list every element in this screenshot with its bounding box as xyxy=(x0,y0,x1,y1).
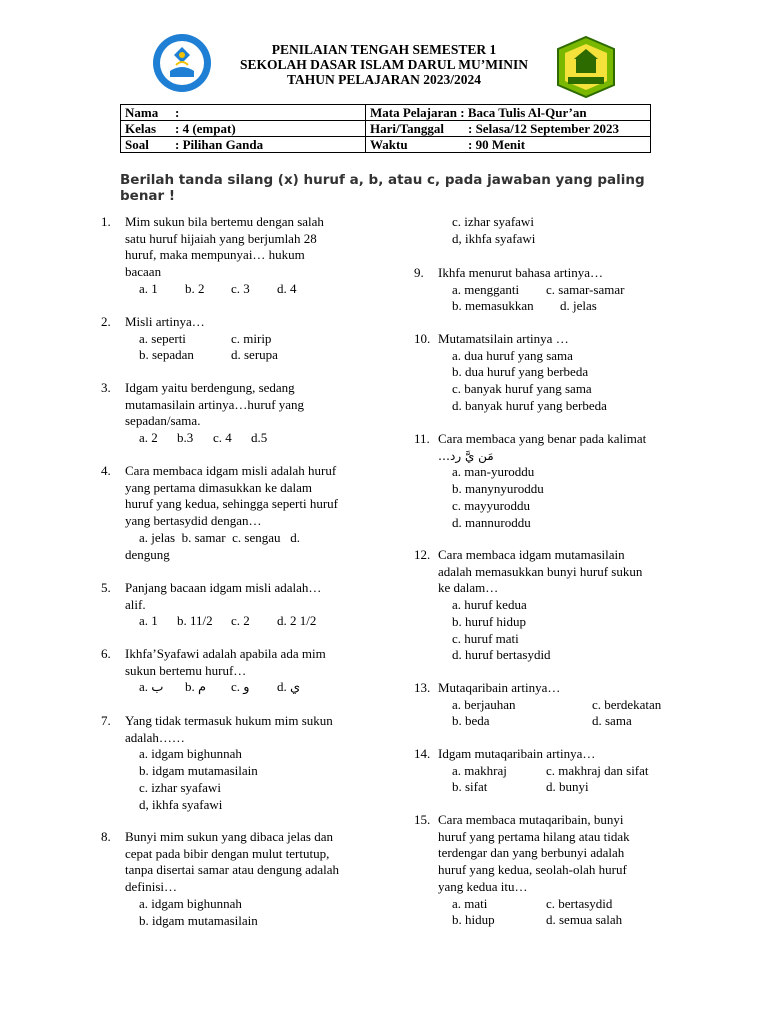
text-line: 5. xyxy=(101,580,111,595)
question-body xyxy=(125,463,338,563)
text-line: d. ي xyxy=(277,679,301,695)
text-line: 4. xyxy=(101,463,111,478)
text-line: Mim sukun bila bertemu dengan salah xyxy=(125,214,324,229)
question-body xyxy=(125,646,326,696)
text-line: d. 2 1/2 xyxy=(277,613,317,629)
question-body xyxy=(125,214,324,298)
text-line: huruf yang kedua, sehingga seperti huruf xyxy=(125,496,338,512)
text-line: b. م xyxy=(185,679,207,695)
text-line: c. makhraj dan sifat xyxy=(546,762,649,778)
text-line: Cara membaca mutaqaribain, bunyi xyxy=(438,812,624,827)
text-line: b. idgam mutamasilain xyxy=(139,763,258,779)
question-body xyxy=(125,829,339,929)
text-line: 15. xyxy=(414,812,431,827)
text-line: cepat pada bibir dengan mulut tertutup, xyxy=(125,845,330,861)
options xyxy=(125,281,324,298)
question-body xyxy=(125,713,333,813)
mapel-cell: Mata Pelajaran : Baca Tulis Al-Qur’an xyxy=(366,105,651,121)
question-body xyxy=(438,547,642,664)
text-line: d.5 xyxy=(251,430,268,446)
kelas-cell xyxy=(121,121,366,137)
text-line: Cara membaca idgam mutamasilain xyxy=(438,547,625,562)
text-line: a. 2 xyxy=(139,430,158,446)
document-header xyxy=(200,42,568,87)
question-body xyxy=(125,380,304,447)
text-line: a. dua huruf yang sama xyxy=(452,347,573,363)
text-line: huruf yang kedua, seolah-olah huruf xyxy=(438,862,627,878)
text-line: a. man-yuroddu xyxy=(452,464,535,480)
text-line: yang pertama dimasukkan ke dalam xyxy=(125,479,312,495)
text-line: : 4 (empat) xyxy=(175,121,236,136)
hari-cell xyxy=(366,121,651,137)
text-line: alif. xyxy=(125,596,146,612)
school-logo xyxy=(552,35,620,99)
text-line: d. banyak huruf yang berbeda xyxy=(452,397,607,413)
question-body xyxy=(438,431,646,531)
header-line-2: SEKOLAH DASAR ISLAM DARUL MU’MININ xyxy=(239,57,529,72)
text-line: c. 4 xyxy=(213,430,232,446)
text-line: bacaan xyxy=(125,264,162,280)
text-line: : 90 Menit xyxy=(468,137,526,152)
text-line: 10. xyxy=(414,331,431,346)
text-line: a. seperti xyxy=(139,330,186,346)
question-body xyxy=(125,314,278,364)
text-line: a. huruf kedua xyxy=(452,597,527,613)
header-line-1: PENILAIAN TENGAH SEMESTER 1 xyxy=(271,42,497,57)
text-line: : Selasa/12 September 2023 xyxy=(468,121,620,136)
text-line: definisi… xyxy=(125,879,177,895)
text-line: 9. xyxy=(414,265,424,280)
text-line: c. huruf mati xyxy=(452,630,519,646)
text-line: tanpa disertai samar atau dengung adalah xyxy=(125,862,340,878)
text-line: c. berdekatan xyxy=(592,696,662,712)
text-line: Nama xyxy=(125,105,159,120)
nama-cell xyxy=(121,105,366,121)
text-line: 14. xyxy=(414,746,431,761)
text-line: 2. xyxy=(101,314,111,329)
question-body xyxy=(438,746,649,796)
header-line-3: TAHUN PELAJARAN 2023/2024 xyxy=(286,72,481,87)
text-line: d. huruf bertasydid xyxy=(452,647,551,663)
text-line: 11. xyxy=(414,431,430,446)
question-body xyxy=(438,812,630,929)
text-line: : Pilihan Ganda xyxy=(175,137,264,152)
text-line: b. 11/2 xyxy=(177,613,213,629)
text-line: sepadan/sama. xyxy=(125,413,201,429)
text-line: a. mati xyxy=(452,895,488,911)
text-line: d. jelas xyxy=(560,298,597,314)
text-line: d. semua salah xyxy=(546,912,623,928)
text-line: Ikhfa menurut bahasa artinya… xyxy=(438,265,603,280)
exam-info-table xyxy=(120,104,651,153)
text-line: Hari/Tanggal xyxy=(370,121,444,136)
text-line: b. sifat xyxy=(452,779,488,795)
arabic-phrase: …مَن يَّ رد xyxy=(438,448,494,463)
question-body xyxy=(438,331,607,415)
text-line: b. beda xyxy=(452,713,490,729)
text-line: d. sama xyxy=(592,713,632,729)
text-line: Mutaqaribain artinya… xyxy=(438,680,561,695)
soal-cell xyxy=(121,137,366,153)
text-line: b. memasukkan xyxy=(452,298,534,314)
text-line: d. 4 xyxy=(277,280,297,296)
text-line: a. ب xyxy=(139,679,164,695)
text-line: c. bertasydid xyxy=(546,895,613,911)
question-body xyxy=(438,680,661,730)
text-line: c. banyak huruf yang sama xyxy=(452,381,592,397)
text-line: Misli artinya… xyxy=(125,314,205,329)
text-line: a. berjauhan xyxy=(452,696,516,712)
text-line: c. و xyxy=(231,679,250,695)
waktu-cell xyxy=(366,137,651,153)
text-line: Cara membaca yang benar pada kalimat xyxy=(438,431,647,446)
text-line: Kelas xyxy=(125,121,157,136)
text-line: d, ikhfa syafawi xyxy=(452,230,536,246)
text-line: Yang tidak termasuk hukum mim sukun xyxy=(125,713,333,728)
text-line: d. serupa xyxy=(231,347,278,363)
text-line: satu huruf hijaiah yang berjumlah 28 xyxy=(125,230,317,246)
text-line: a. 1 xyxy=(139,280,158,296)
text-line: 7. xyxy=(101,713,111,728)
text-line: b. hidup xyxy=(452,912,495,928)
text-line: Idgam yaitu berdengung, sedang xyxy=(125,380,295,395)
text-line: yang bertasydid dengan… xyxy=(125,513,262,529)
question-body xyxy=(438,265,624,315)
text-line: c. mirip xyxy=(231,330,272,346)
text-line: a. jelas b. samar c. sengau d. xyxy=(139,529,301,545)
text-line: b. 2 xyxy=(185,280,205,296)
text-line: : xyxy=(175,105,180,120)
text-line: c. mayyuroddu xyxy=(452,497,530,513)
text-line: sukun bertemu huruf… xyxy=(125,662,247,678)
text-line: Idgam mutaqaribain artinya… xyxy=(438,746,596,761)
instruction: Berilah tanda silang (x) huruf a, b, atau c, pada jawaban yang paling benar ! xyxy=(120,172,645,204)
text-line: adalah…… xyxy=(125,729,185,745)
text-line: a. mengganti xyxy=(452,281,520,297)
text-line: d. bunyi xyxy=(546,779,589,795)
text-line: c. 3 xyxy=(231,280,250,296)
text-line: a. 1 xyxy=(139,613,158,629)
text-line: 12. xyxy=(414,547,431,562)
text-line: Soal xyxy=(125,137,149,152)
question-body xyxy=(125,580,321,630)
text-line: c. izhar syafawi xyxy=(452,214,534,229)
text-line: ke dalam… xyxy=(438,580,499,596)
text-line: Mutamatsilain artinya … xyxy=(438,331,569,346)
text-line: c. samar-samar xyxy=(546,281,625,297)
question-body xyxy=(438,214,535,247)
text-line: 13. xyxy=(414,680,431,695)
text-line: a. idgam bighunnah xyxy=(139,895,242,911)
text-line: 1. xyxy=(101,214,111,229)
text-line: d. mannuroddu xyxy=(452,514,531,530)
text-line: dengung xyxy=(125,546,170,562)
text-line: Ikhfa’Syafawi adalah apabila ada mim xyxy=(125,646,326,661)
text-line: 8. xyxy=(101,829,111,844)
text-line: b. idgam mutamasilain xyxy=(139,912,258,928)
text-line: huruf, maka mempunyai… hukum xyxy=(125,247,305,263)
text-line: terdengar dan yang berbunyi adalah xyxy=(438,845,625,861)
text-line: c. 2 xyxy=(231,613,250,629)
text-line: b. dua huruf yang berbeda xyxy=(452,364,589,380)
text-line: adalah memasukkan bunyi huruf sukun xyxy=(438,563,643,579)
text-line: huruf yang pertama hilang atau tidak xyxy=(438,828,630,844)
text-line: mutamasilain artinya…huruf yang xyxy=(125,396,305,412)
text-line: yang kedua itu… xyxy=(438,878,528,894)
text-line: b.3 xyxy=(177,430,194,446)
text-line: b. sepadan xyxy=(139,347,194,363)
text-line: b. manynyuroddu xyxy=(452,481,544,497)
text-line: Cara membaca idgam misli adalah huruf xyxy=(125,463,337,478)
text-line: Bunyi mim sukun yang dibaca jelas dan xyxy=(125,829,333,844)
text-line: 6. xyxy=(101,646,111,661)
text-line: 3. xyxy=(101,380,111,395)
text-line: Panjang bacaan idgam misli adalah… xyxy=(125,580,322,595)
text-line: c. izhar syafawi xyxy=(139,779,221,795)
text-line: d, ikhfa syafawi xyxy=(139,796,223,812)
text-line: b. huruf hidup xyxy=(452,613,527,629)
text-line: a. idgam bighunnah xyxy=(139,746,242,762)
text-line: a. makhraj xyxy=(452,762,507,778)
text-line: Waktu xyxy=(370,137,408,152)
